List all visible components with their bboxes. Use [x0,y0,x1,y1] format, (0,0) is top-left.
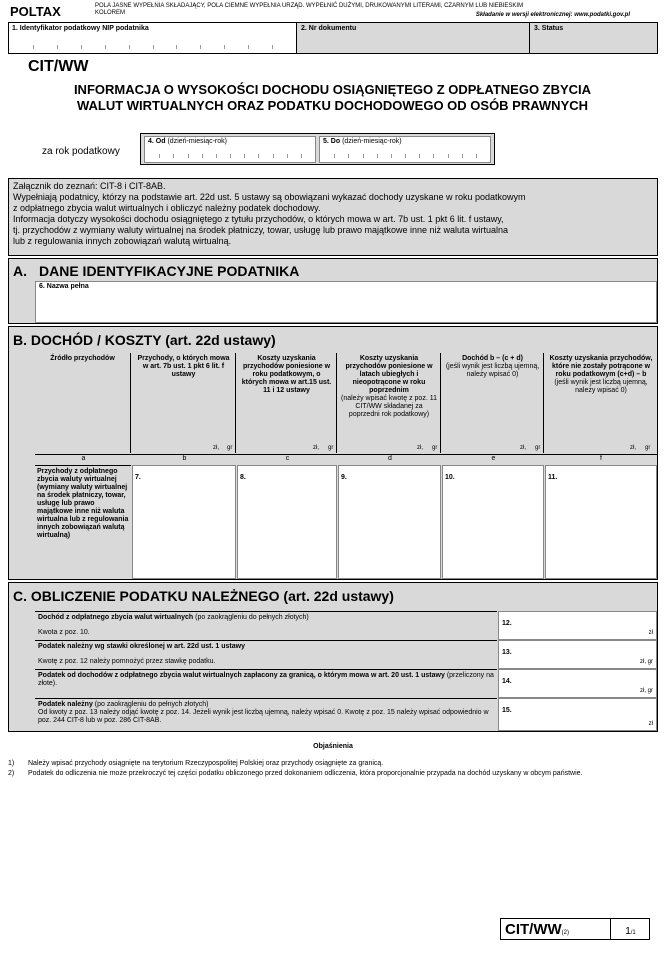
comb-tick [258,154,259,158]
row-15-subtitle: (po zaokrągleniu do pełnych złotych) [92,701,209,708]
col-b-header: Przychody, o których mowa w art. 7b ust. 1 pkt 6 lit. f ustawy [132,353,236,453]
column-letters-row [35,454,657,464]
col-f-zl-label: zł, [630,445,636,451]
footnote-2-text: Podatek do odliczenia nie może przekroczyć tej części podatku obliczonego przed dokonaniem odliczenia, która proporcjonalnie przypada na dochód uzyskany w obcym państwie. [28,770,583,777]
period-to-hint: (dzień-miesiąc-rok) [342,138,402,145]
field-7-label: 7. [135,474,141,481]
info-line-5: tj. przychodów z wymiany waluty wirtualnej na środek płatniczy, towar, usługę lub prawo majątkowe inne niż waluta wirtualna [13,225,509,235]
poltax-label: POLTAX [10,4,61,19]
footer-page-number: 1 [625,926,631,937]
field-10-label: 10. [445,474,455,481]
info-line-3: z odpłatnego zbycia walut wirtualnych i obliczyć należny podatek dochodowy. [13,203,321,213]
period-to-label: 5. Do [323,138,341,145]
footnote-1-text: Należy wpisać przychody osiągnięte na terytorium Rzeczypospolitej Polskiej oraz przychody osiągnięte za granicą. [28,760,384,767]
comb-tick [287,154,288,158]
row-14-subtitle: (przeliczony na złote). [38,672,494,687]
col-e-header [442,353,544,453]
electronic-submission-note: Składanie w wersji elektronicznej: www.podatki.gov.pl [475,12,630,18]
field-7[interactable] [132,465,236,579]
comb-tick [202,154,203,158]
field-10[interactable] [442,465,544,579]
col-d-header [338,353,441,453]
col-d-zl-label: zł, [417,445,423,451]
field-9-label: 9. [341,474,347,481]
field-13-unit: zł, gr [639,659,653,665]
comb-tick [419,154,420,158]
field-15-unit: zł [648,721,653,727]
comb-tick [176,45,177,49]
full-name-field[interactable] [35,281,657,323]
footer-page-total: /1 [630,930,636,936]
row-13-note: Kwotę z poz. 12 należy pomnożyć przez stawkę podatku. [38,658,216,665]
period-from-label: 4. Od [148,138,166,145]
col-c-zl-label: zł, [313,445,319,451]
info-line-2: Wypełniają podatnicy, którzy na podstawie art. 22d ust. 5 ustawy są obowiązani wykazać dochody uzyskane w roku podatkowym [13,192,526,202]
section-a-title: DANE IDENTYFIKACYJNE PODATNIKA [39,263,300,279]
field-14-label: 14. [502,678,512,685]
status-label: 3. Status [534,25,564,32]
col-d-header-sub: (należy wpisać kwotę z poz. 11 CIT/WW składanej za poprzedni rok podatkowy) [341,395,437,418]
document-number-label: 2. Nr dokumentu [301,25,357,32]
field-13[interactable] [498,640,657,669]
info-box [8,178,658,256]
form-title-line-2: WALUT WIRTUALNYCH ORAZ PODATKU DOCHODOWEGO OD OSÓB PRAWNYCH [76,98,589,113]
comb-tick [216,154,217,158]
row-12-subtitle: (po zaokrągleniu do pełnych złotych) [193,614,309,621]
form-title-line-1: INFORMACJA O WYSOKOŚCI DOCHODU OSIĄGNIĘTEGO Z ODPŁATNEGO ZBYCIA [73,82,592,97]
comb-tick [230,154,231,158]
col-c-letter: c [285,455,290,462]
field-14-unit: zł, gr [639,688,653,694]
info-line-4: Informacja dotyczy wysokości dochodu osiągniętego z tytułu przychodów, o których mowa w art. 7b ust. 1 pkt 6 lit. f ustawy, [13,214,504,224]
section-b-title: B. DOCHÓD / KOSZTY (art. 22d ustawy) [13,332,276,348]
tax-year-label: za rok podatkowy [42,146,120,157]
fill-instruction: POLA JASNE WYPEŁNIA SKŁADAJĄCY, POLA CIEMNE WYPEŁNIA URZĄD. WYPEŁNIĆ DUŻYMI, DRUKOWANYMI LITERAMI, CZARNYM LUB NIEBIESKIM KOLOREM [95,3,524,16]
full-name-label: 6. Nazwa pełna [39,283,89,290]
comb-tick [405,154,406,158]
section-b-header [35,353,657,465]
comb-tick [272,45,273,49]
field-12[interactable] [498,611,657,640]
comb-tick [188,154,189,158]
field-12-label: 12. [502,620,512,627]
comb-tick [129,45,130,49]
col-f-letter: f [600,455,602,462]
comb-tick [244,154,245,158]
col-b-letter: b [182,455,187,462]
col-e-letter: e [491,455,496,462]
comb-tick [334,154,335,158]
explanations-title: Objaśnienia [313,743,353,750]
row-12-title: Dochód z odpłatnego zbycia walut wirtualnych [38,614,194,621]
comb-tick [476,154,477,158]
comb-tick [301,154,302,158]
col-d-header-main: Koszty uzyskania przychodów poniesione w latach ubiegłych i nieopotrącone w roku poprzednim [345,355,433,394]
comb-tick [33,45,34,49]
row-12-note: Kwota z poz. 10. [38,629,90,636]
footer-box [500,918,650,940]
comb-tick [200,45,201,49]
period-from-hint: (dzień-miesiąc-rok) [167,138,227,145]
section-c [8,582,658,732]
footer-form-version: (2) [561,930,569,936]
field-9[interactable] [338,465,441,579]
footnote-2-marker: 2) [8,770,15,777]
income-source-label: Przychody z odpłatnego zbycia waluty wirtualnej (wymiany waluty wirtualnej na środek płatniczy, towar, usługę lub prawo majątkowe inne niż waluta wirtualna lub z regulowania innych zobowiązań walutą wirtualną) [35,465,131,577]
field-13-label: 13. [502,649,512,656]
col-c-gr-label: gr [328,445,334,451]
period-from-comb [145,153,315,158]
col-f-gr-label: gr [645,445,651,451]
row-14-description [35,669,497,698]
field-12-unit: zł [648,630,653,636]
row-15-description [35,698,497,731]
comb-tick [377,154,378,158]
status-field [531,23,657,53]
comb-tick [248,45,249,49]
period-to-comb [320,153,490,158]
document-number-field [298,23,530,53]
period-from-field[interactable] [144,136,316,163]
nip-comb [9,44,296,49]
info-line-1: Załącznik do zeznań: CIT-8 i CIT-8AB. [13,181,166,191]
comb-tick [391,154,392,158]
col-a-letter: a [81,455,86,462]
footnote-1-marker: 1) [8,760,15,767]
comb-tick [273,154,274,158]
section-b [8,326,658,580]
col-f-header-sub: (jeśli wynik jest liczbą ujemną, należy wpisać 0) [554,379,648,394]
comb-tick [448,154,449,158]
field-11[interactable] [545,465,657,579]
comb-tick [105,45,106,49]
row-13-title: Podatek należny wg stawki określonej w art. 22d ust. 1 ustawy [38,643,245,650]
section-c-title: C. OBLICZENIE PODATKU NALEŻNEGO (art. 22d ustawy) [13,588,394,604]
col-b-zl-label: zł, [213,445,219,451]
comb-tick [348,154,349,158]
comb-tick [462,154,463,158]
comb-tick [173,154,174,158]
form-title [15,82,650,114]
period-to-field[interactable] [319,136,491,163]
col-e-header-sub: (jeśli wynik jest liczbą ujemną, należy wpisać 0) [445,363,540,378]
row-12-description [35,611,497,639]
footer-code-cell [501,919,611,939]
field-15-label: 15. [502,707,512,714]
section-a-letter: A. [13,263,27,279]
col-d-gr-label: gr [432,445,438,451]
row-15-note: Od kwoty z poz. 13 należy odjąć kwotę z poz. 14. Jeżeli wynik jest liczbą ujemną, należy wpisać 0. Kwotę z poz. 15 należy wpisać odpowiednio w poz. 244 CIT-8 lub w poz. 286 CIT-8AB. [38,709,489,724]
comb-tick [224,45,225,49]
field-15[interactable] [498,698,657,731]
field-11-label: 11. [548,474,558,481]
top-fields-row [8,22,658,54]
field-8-label: 8. [240,474,246,481]
nip-field[interactable] [9,23,297,53]
comb-tick [433,154,434,158]
info-line-6: lub z regulowania innych zobowiązań walutą wirtualną. [13,236,232,246]
section-a [8,258,658,324]
tax-year-fields [140,133,495,165]
comb-tick [159,154,160,158]
comb-tick [363,154,364,158]
row-15-title: Podatek należny [38,701,93,708]
comb-tick [153,45,154,49]
row-13-description [35,640,497,669]
col-e-zl-label: zł, [520,445,526,451]
nip-label: 1. Identyfikator podatkowy NIP podatnika [12,25,149,32]
field-14[interactable] [498,669,657,698]
col-e-gr-label: gr [535,445,541,451]
col-b-gr-label: gr [227,445,233,451]
comb-tick [81,45,82,49]
row-14-title: Podatek od dochodów z odpłatnego zbycia walut wirtualnych zapłacony za granicą, o którym mowa w art. 20 ust. 1 ustawy [38,672,445,679]
col-e-header-main: Dochód b – (c + d) [462,355,523,362]
col-f-header [545,353,657,453]
field-8[interactable] [237,465,337,579]
col-c-header: Koszty uzyskania przychodów poniesione w roku podatkowym, o których mowa w art.15 ust. 11 i 12 ustawy [237,353,337,453]
form-code: CIT/WW [28,58,89,75]
footer-page-cell [612,921,649,939]
col-f-header-main: Koszty uzyskania przychodów, które nie zostały potrącone w roku podatkowym (c+d) – b [549,355,653,378]
col-d-letter: d [388,455,392,462]
comb-tick [57,45,58,49]
col-a-header: Źródło przychodów [35,353,131,453]
footer-form-code: CIT/WW [505,921,562,938]
